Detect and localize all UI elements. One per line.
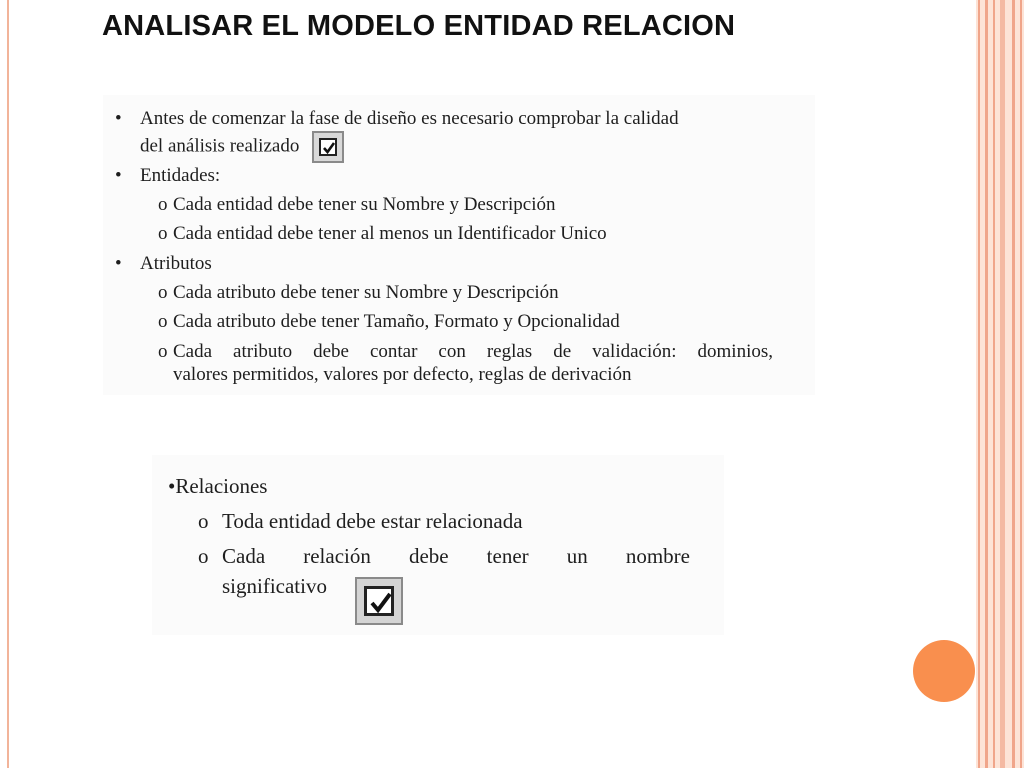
left-frame-rule bbox=[7, 0, 9, 768]
list-item-text: Cada atributo debe tener Tamaño, Formato y Opcionalidad bbox=[173, 311, 620, 332]
word: relación bbox=[303, 544, 371, 568]
stripe bbox=[1000, 0, 1005, 768]
stripe bbox=[1012, 0, 1015, 768]
checkbox-checked-icon bbox=[355, 577, 403, 625]
word: debe bbox=[408, 544, 449, 568]
list-item-text-continued: valores permitidos, valores por defecto, reglas de derivación bbox=[173, 364, 632, 385]
section-heading-relations: •Relaciones bbox=[168, 474, 268, 498]
section-heading-entities: Entidades: bbox=[140, 165, 221, 186]
checklist-panel-relations bbox=[152, 455, 724, 635]
list-item-text: del análisis realizado bbox=[140, 135, 300, 157]
slide-title: ANALISAR EL MODELO ENTIDAD RELACION bbox=[102, 10, 736, 42]
list-item-text-continued: significativo bbox=[222, 574, 327, 598]
sub-bullet-marker: o bbox=[198, 509, 209, 533]
orange-circle-decoration bbox=[913, 640, 975, 702]
sub-bullet-marker: o bbox=[158, 311, 168, 332]
sub-bullet-marker: o bbox=[158, 223, 168, 244]
word: tener bbox=[486, 544, 529, 568]
stripe bbox=[993, 0, 995, 768]
bullet-marker: • bbox=[115, 165, 122, 186]
sub-bullet-marker: o bbox=[158, 341, 168, 362]
bullet-marker: • bbox=[115, 108, 122, 129]
stripe bbox=[978, 0, 980, 768]
list-item-text: Cada atributo debe tener su Nombre y Descripción bbox=[173, 282, 559, 303]
bullet-marker: • bbox=[115, 253, 122, 274]
list-item-text bbox=[222, 544, 690, 569]
right-decorative-band bbox=[976, 0, 1024, 768]
word: Cada bbox=[222, 544, 266, 568]
list-item-text: Antes de comenzar la fase de diseño es necesario comprobar la calidad bbox=[140, 108, 679, 129]
sub-bullet-marker: o bbox=[158, 282, 168, 303]
sub-bullet-marker: o bbox=[158, 194, 168, 215]
list-item-text: Cada entidad debe tener al menos un Identificador Unico bbox=[173, 223, 607, 244]
word: nombre bbox=[625, 544, 690, 568]
checkbox-checked-icon bbox=[312, 131, 344, 163]
section-heading-attributes: Atributos bbox=[140, 253, 212, 274]
stripe bbox=[985, 0, 988, 768]
list-item-text: Cada atributo debe contar con reglas de validación: dominios, bbox=[173, 341, 773, 362]
list-item-text-continued bbox=[140, 131, 344, 163]
list-item-text: Toda entidad debe estar relacionada bbox=[222, 509, 523, 533]
checklist-panel-analysis bbox=[103, 95, 815, 395]
list-item-text: Cada entidad debe tener su Nombre y Descripción bbox=[173, 194, 556, 215]
stripe bbox=[1020, 0, 1022, 768]
word: un bbox=[566, 544, 588, 568]
sub-bullet-marker: o bbox=[198, 544, 209, 568]
